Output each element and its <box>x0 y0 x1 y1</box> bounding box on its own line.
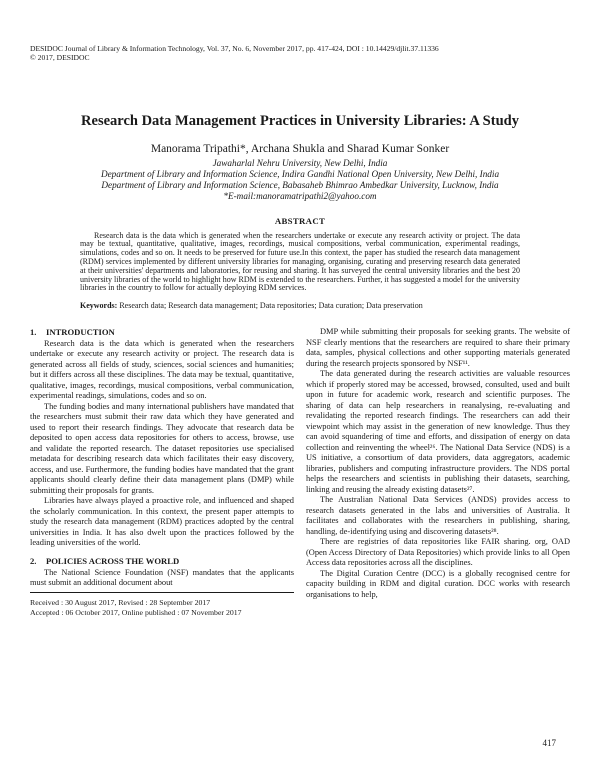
authors-line: Manorama Tripathi*, Archana Shukla and Sharad Kumar Sonker <box>150 142 450 155</box>
keywords-line <box>80 301 520 310</box>
abstract-text: Research data is the data which is generated when the researchers undertake or execute any research activity or project. The data may be textual, quantitative, qualitative, images, recordings, musical compositions, verbal communication, experimental readings, simulations, codes and so on. It needs to be preserved for future use.In this context, the paper has studied the research data management (RDM) services implemented by different university libraries for managing, organising, curating and preserving research data generated at their universities' departments and laboratories, for reusing and sharing. It has surveyed the central university libraries and the best 20 university libraries of the world to highlight how RDM is extended to the researchers. Further, it has suggested a model for the university libraries in the country to follow for actually deploying RDM services. <box>80 230 520 293</box>
page-number: 417 <box>542 738 556 748</box>
author-email: *E-mail:manoramatripathi2@yahoo.com <box>223 191 377 202</box>
paragraph: The funding bodies and many international publishers have mandated that the researchers must submit their raw data which they have generated and used to report their research findings. They advocate that research data be deposited to open access data repositories for others to access, browse, use and validate the reported research. The dataset repositories use specialised metadata for describing research data which facilitates their easy discovery, access, and use. Furthermore, the funding bodies have mandated that the grant applicants should clearly define their data management plans (DMP) while submitting their proposals for grants. <box>30 401 294 495</box>
copyright-line: © 2017, DESIDOC <box>30 53 90 63</box>
page-title: Research Data Management Practices in University Libraries: A Study <box>81 112 519 129</box>
section-heading-policies <box>30 556 294 567</box>
two-column-body <box>30 327 570 619</box>
section-number: 1. <box>30 327 37 338</box>
section-title: POLICIES ACROSS THE WORLD <box>46 555 180 566</box>
paragraph: The Australian National Data Services (ANDS) provides access to research datasets generated in the labs and universities of Australia. It facilitates and collaborates with the researchers in publishing, sharing, handling, de-identifying using and discovering datasets²⁸. <box>306 495 570 536</box>
received-line: Received : 30 August 2017, Revised : 28 September 2017 <box>30 597 211 607</box>
left-column <box>30 327 294 619</box>
affiliations-block <box>30 158 570 192</box>
journal-header <box>30 44 570 63</box>
section-title: INTRODUCTION <box>46 327 115 338</box>
paragraph: There are registries of data repositories like FAIR sharing. org, OAD (Open Access Directory of Data Repositories) which provide links to all Open Access data repositories across all the disciplines. <box>306 537 570 568</box>
paragraph: Research data is the data which is generated when the researchers undertake or execute any research activity or project. The research data is generated across all fields of study, sciences, social sciences and humanities; but it differs across all these disciplines. The data may be textual, quantitative, qualitative, images, recordings, musical compositions, verbal communication, experimental readings, simulations, codes and so on. <box>30 338 294 401</box>
keywords-label: Keywords: <box>80 301 118 311</box>
paragraph: DMP while submitting their proposals for seeking grants. The website of NSF clearly mentions that the researchers are required to share their primary data, samples, physical collections and other supporting materials generated during the research projects sponsored by NSF¹¹. <box>306 327 570 368</box>
paragraph: The data generated during the research activities are valuable resources which if properly stored may be accessed, browsed, consulted, used and built upon in future for academic work, research and scientific purposes. The sharing of data can help researchers in reanalysing, re-evaluating and revalidating the reported research findings. The researchers can add their viewpoint which may assist in the generation of new knowledge. Thus they can avoid squandering of time and efforts, and dissipation of energy on data collection and reinventing the wheel²⁶. The National Data Service (NDS) is a US initiative, a consortium of data providers, data aggregators, academic libraries, publishers and computing infrastructure providers. The NDS portal helps the researchers and scientists in publishing their datasets, searching, linking and reusing the already existing datasets²⁷. <box>306 369 570 494</box>
right-column <box>306 327 570 619</box>
affiliation-line: Department of Library and Information Science, Indira Gandhi National Open University, New Delhi, India <box>100 168 500 179</box>
section-number: 2. <box>30 555 37 566</box>
accepted-line: Accepted : 06 October 2017, Online published : 07 November 2017 <box>30 608 242 618</box>
paragraph: The Digital Curation Centre (DCC) is a globally recognised centre for capacity building in RDM and digital curation. DCC works with research organisations to help, <box>306 568 570 599</box>
abstract-body <box>80 232 520 294</box>
article-history-footnote <box>30 592 294 619</box>
affiliation-line: Jawaharlal Nehru University, New Delhi, India <box>212 157 388 168</box>
abstract-heading: ABSTRACT <box>274 215 326 226</box>
paragraph: The National Science Foundation (NSF) mandates that the applicants must submit an additional document about <box>30 567 294 588</box>
affiliation-line: Department of Library and Information Science, Babasaheb Bhimrao Ambedkar University, Lucknow, India <box>101 180 499 191</box>
paragraph: Libraries have always played a proactive role, and influenced and shaped the scholarly communication. In this context, the present paper attempts to study the research data management (RDM) practices adopted by the central universities in India. It has also dwelt upon the practices followed by the leading universities of the world. <box>30 496 294 548</box>
journal-citation-line: DESIDOC Journal of Library & Information Technology, Vol. 37, No. 6, November 2017, pp. 417-424, DOI : 10.14429/djlit.37.11336 <box>30 44 439 53</box>
section-heading-introduction <box>30 327 294 338</box>
keywords-text: Research data; Research data management; Data repositories; Data curation; Data preservation <box>119 301 423 311</box>
